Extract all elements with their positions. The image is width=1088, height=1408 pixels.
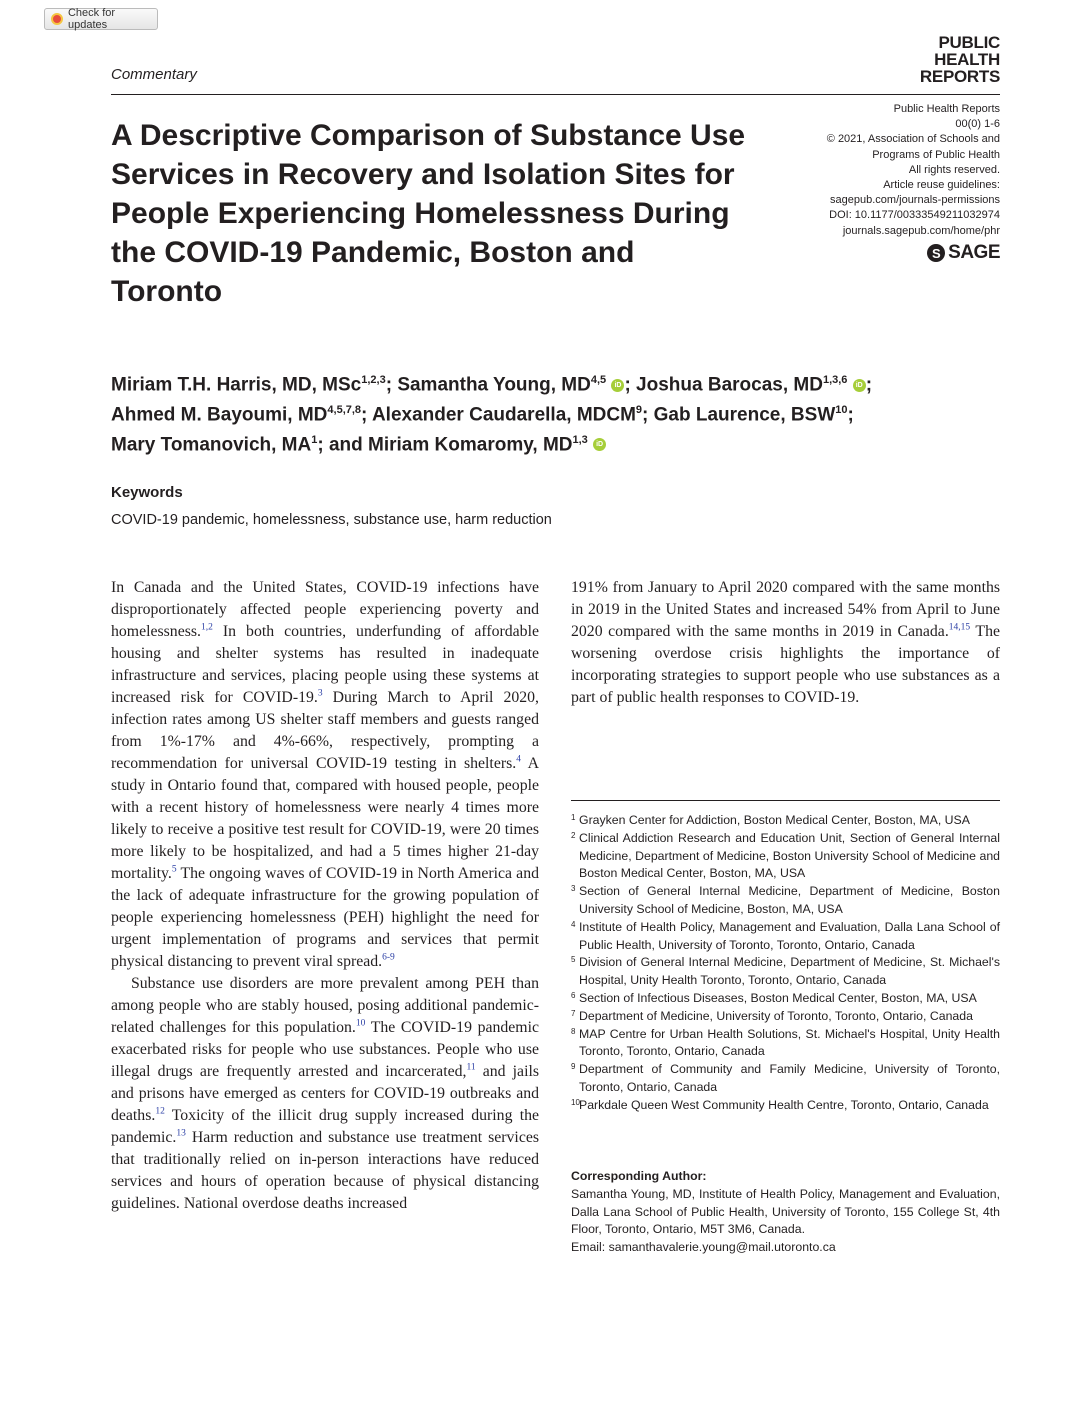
author-affiliation-ref: 4,5,7,8 [327,403,362,416]
author-name: Mary Tomanovich, MA [111,433,312,455]
publisher-logo [927,242,1000,264]
affiliation-item [571,883,1000,919]
text-run: Toxicity of the illicit drug supply increased during the pandemic. [111,1107,539,1146]
corresponding-heading: Corresponding Author: [571,1169,707,1183]
orcid-icon[interactable]: iD [611,379,624,392]
keywords-list: COVID-19 pandemic, homelessness, substance use, harm reduction [111,512,552,528]
author-separator: ; [361,404,372,426]
affiliation-text: Section of General Internal Medicine, Department of Medicine, Boston University School of Medicine, Boston, MA, USA [579,884,1000,916]
logo-line: PUBLIC [938,33,1000,52]
publication-meta [827,102,1000,239]
meta-line: journals.sagepub.com/home/phr [842,224,1000,237]
affiliation-number: 3 [571,884,576,894]
author-separator: ; [385,374,398,396]
author-affiliation-ref: 1,3 [572,433,588,446]
affiliation-item [571,1061,1000,1097]
affiliation-text: Division of General Internal Medicine, Department of Medicine, St. Michael's Hospital, Unity Health Toronto, Toronto, Ontario, Canada [579,955,1000,988]
citation-ref[interactable]: 13 [176,1128,186,1139]
text-run: Substance use disorders are more prevalent among PEH than among people who are stably housed, posing additional pandemic-related challenges for this population. [111,975,539,1036]
affiliation-number: 10 [571,1097,580,1107]
affiliation-item [571,1026,1000,1062]
text-run: and jails and prisons have emerged as centers for COVID-19 outbreaks and deaths. [111,1063,539,1124]
meta-line: All rights reserved. [908,163,1000,176]
affiliations-rule [571,800,1000,801]
affiliation-number: 1 [571,813,576,822]
affiliation-number: 7 [571,1008,576,1018]
author-name: Alexander Caudarella, MDCM [371,404,636,426]
logo-line: REPORTS [919,67,1000,86]
author-name: Joshua Barocas, MD [636,374,823,396]
paragraph [111,973,539,1215]
affiliation-item [571,990,1000,1008]
affiliation-item [571,1097,1000,1115]
keywords-heading: Keywords [111,484,183,501]
logo-line: HEALTH [934,50,1000,69]
meta-line: 00(0) 1-6 [955,118,1000,131]
affiliation-number: 9 [571,1062,576,1072]
citation-ref[interactable]: 10 [355,1018,366,1029]
affiliation-number: 6 [571,990,576,1000]
affiliation-text: Section of Infectious Diseases, Boston Medical Center, Boston, MA, USA [579,990,977,1005]
affiliation-item [571,1008,1000,1026]
meta-line: Programs of Public Health [872,148,1000,161]
paragraph [111,577,539,973]
meta-line: sagepub.com/journals-permissions [830,194,1000,207]
text-run: The worsening overdose crisis highlights the importance of incorporating strategies to support people who use substances as a part of public health responses to COVID-19. [571,623,1000,706]
check-updates-label: Check for updates [67,7,116,31]
corresponding-email[interactable]: Email: samanthavalerie.young@mail.utoronto.ca [571,1240,836,1255]
affiliation-text: Institute of Health Policy, Management and Evaluation, Dalla Lana School of Public Health, University of Toronto, Toronto, Ontario, Canada [579,919,1000,952]
citation-ref[interactable]: 5 [171,864,177,875]
text-run: The ongoing waves of COVID-19 in North America and the lack of adequate infrastructure for the growing population of people experiencing homelessness (PEH) highlight the need for urgent implementation of programs and services that permit physical distancing to prevent viral spread. [111,865,539,970]
author-affiliation-ref: 9 [635,403,643,416]
text-run: In Canada and the United States, COVID-19 infections have disproportionately affected people experiencing poverty and homelessness. [111,579,539,640]
meta-line: © 2021, Association of Schools and [826,133,1000,146]
author-name: Samantha Young, MD [397,374,591,396]
author-list [111,368,1011,457]
header-rule [111,94,1000,95]
author-affiliation-ref: 1 [311,433,318,446]
text-run: 191% from January to April 2020 compared with the same months in 2019 in the United States and increased 54% from April to June 2020 compared with the same months in 2019 in Canada. [571,579,1000,640]
author-name: Miriam T.H. Harris, MD, MSc [111,374,362,396]
citation-ref[interactable]: 14,15 [948,622,971,633]
author-name: Miriam Komaromy, MD [368,433,573,455]
paragraph [571,577,1000,709]
corresponding-text: Samantha Young, MD, Institute of Health Policy, Management and Evaluation, Dalla Lana School of Public Health, University of Toronto, 155 College St, 4th Floor, Toronto, Ontario, M5T 3M6, Canada. [571,1186,1000,1237]
author-affiliation-ref: 1,2,3 [361,374,386,386]
citation-ref[interactable]: 11 [466,1062,476,1073]
affiliation-text: Department of Medicine, University of Toronto, Toronto, Ontario, Canada [579,1008,973,1023]
meta-line: Public Health Reports [893,103,1000,115]
corresponding-author [571,1168,1000,1257]
affiliation-number: 5 [571,955,576,965]
section-label: Commentary [111,66,197,83]
text-run: Harm reduction and substance use treatment services that traditionally relied on in-person interactions have reduced services and hours of operation because of physical distancing guidelines. National overdose deaths increased [111,1129,539,1212]
affiliation-number: 8 [571,1026,576,1036]
author-separator: ; and [317,433,369,455]
affiliation-text: MAP Centre for Urban Health Solutions, St. Michael's Hospital, Unity Health Toronto, Toronto, Ontario, Canada [579,1026,1000,1059]
meta-line: DOI: 10.1177/00333549211032974 [829,209,1000,222]
text-run: In both countries, underfunding of affordable housing and shelter systems has resulted in inadequate infrastructure and services, placing people using these systems at increased risk for COVID-19. [111,623,539,706]
author-name: Ahmed M. Bayoumi, MD [111,404,328,426]
citation-ref[interactable]: 12 [155,1106,165,1117]
author-name: Gab Laurence, BSW [653,404,836,426]
text-run: The COVID-19 pandemic exacerbated risks for people who use substances. People who use illegal drugs are frequently arrested and incarcerated, [111,1019,539,1080]
affiliations [571,812,1000,1115]
text-run: A study in Ontario found that, compared with housed people, people with a recent history of homelessness were nearly 4 times more likely to receive a positive test result for COVID-19, were 20 times more likely to be hospitalized, and had a 5 times higher 21-day mortality. [111,755,539,882]
affiliation-text: Department of Community and Family Medicine, University of Toronto, Toronto, Ontario, Canada [579,1062,1000,1094]
author-separator: ; [624,374,637,396]
author-separator: ; [847,404,854,426]
citation-ref[interactable]: 3 [317,688,323,699]
affiliation-item [571,954,1000,990]
check-updates-icon [51,13,63,25]
affiliation-number: 4 [571,919,576,929]
citation-ref[interactable]: 6-9 [382,952,395,963]
affiliation-text: Parkdale Queen West Community Health Centre, Toronto, Ontario, Canada [579,1097,989,1112]
article-title: A Descriptive Comparison of Substance Use Services in Recovery and Isolation Sites for People Experiencing Homelessness During the COVID-19 Pandemic, Boston and Toronto [111,119,746,308]
affiliation-text: Grayken Center for Addiction, Boston Medical Center, Boston, MA, USA [579,813,970,827]
affiliation-number: 2 [571,830,576,840]
affiliation-text: Clinical Addiction Research and Education Unit, Section of General Internal Medicine, Department of Medicine, Boston University School of Medicine and Boston Medical Center, Boston, MA, USA [579,830,1000,881]
citation-ref[interactable]: 1,2 [200,622,213,633]
author-separator: ; [642,404,654,426]
affiliation-item [571,830,1000,883]
author-affiliation-ref: 1,3,6 [822,374,848,386]
orcid-icon[interactable]: iD [853,379,866,392]
affiliation-item [571,812,1000,830]
author-affiliation-ref: 10 [835,403,848,416]
publisher-name: SAGE [948,242,1000,263]
citation-ref[interactable]: 4 [516,754,521,765]
text-run: During March to April 2020, infection rates among US shelter staff members and guests ranged from 1%-17% and 4%-66%, respectively, prompting a recommendation for universal COVID-19 testing in shelters. [111,689,540,772]
journal-logo [920,34,1000,85]
check-for-updates-button[interactable] [44,8,158,30]
author-separator: ; [865,374,873,396]
body-column-left [111,577,539,1215]
author-affiliation-ref: 4,5 [590,374,607,386]
meta-line: Article reuse guidelines: [883,179,1000,192]
orcid-icon[interactable]: iD [593,438,606,451]
body-column-right [571,577,1000,709]
affiliation-item [571,919,1000,955]
sage-icon: S [927,244,945,262]
